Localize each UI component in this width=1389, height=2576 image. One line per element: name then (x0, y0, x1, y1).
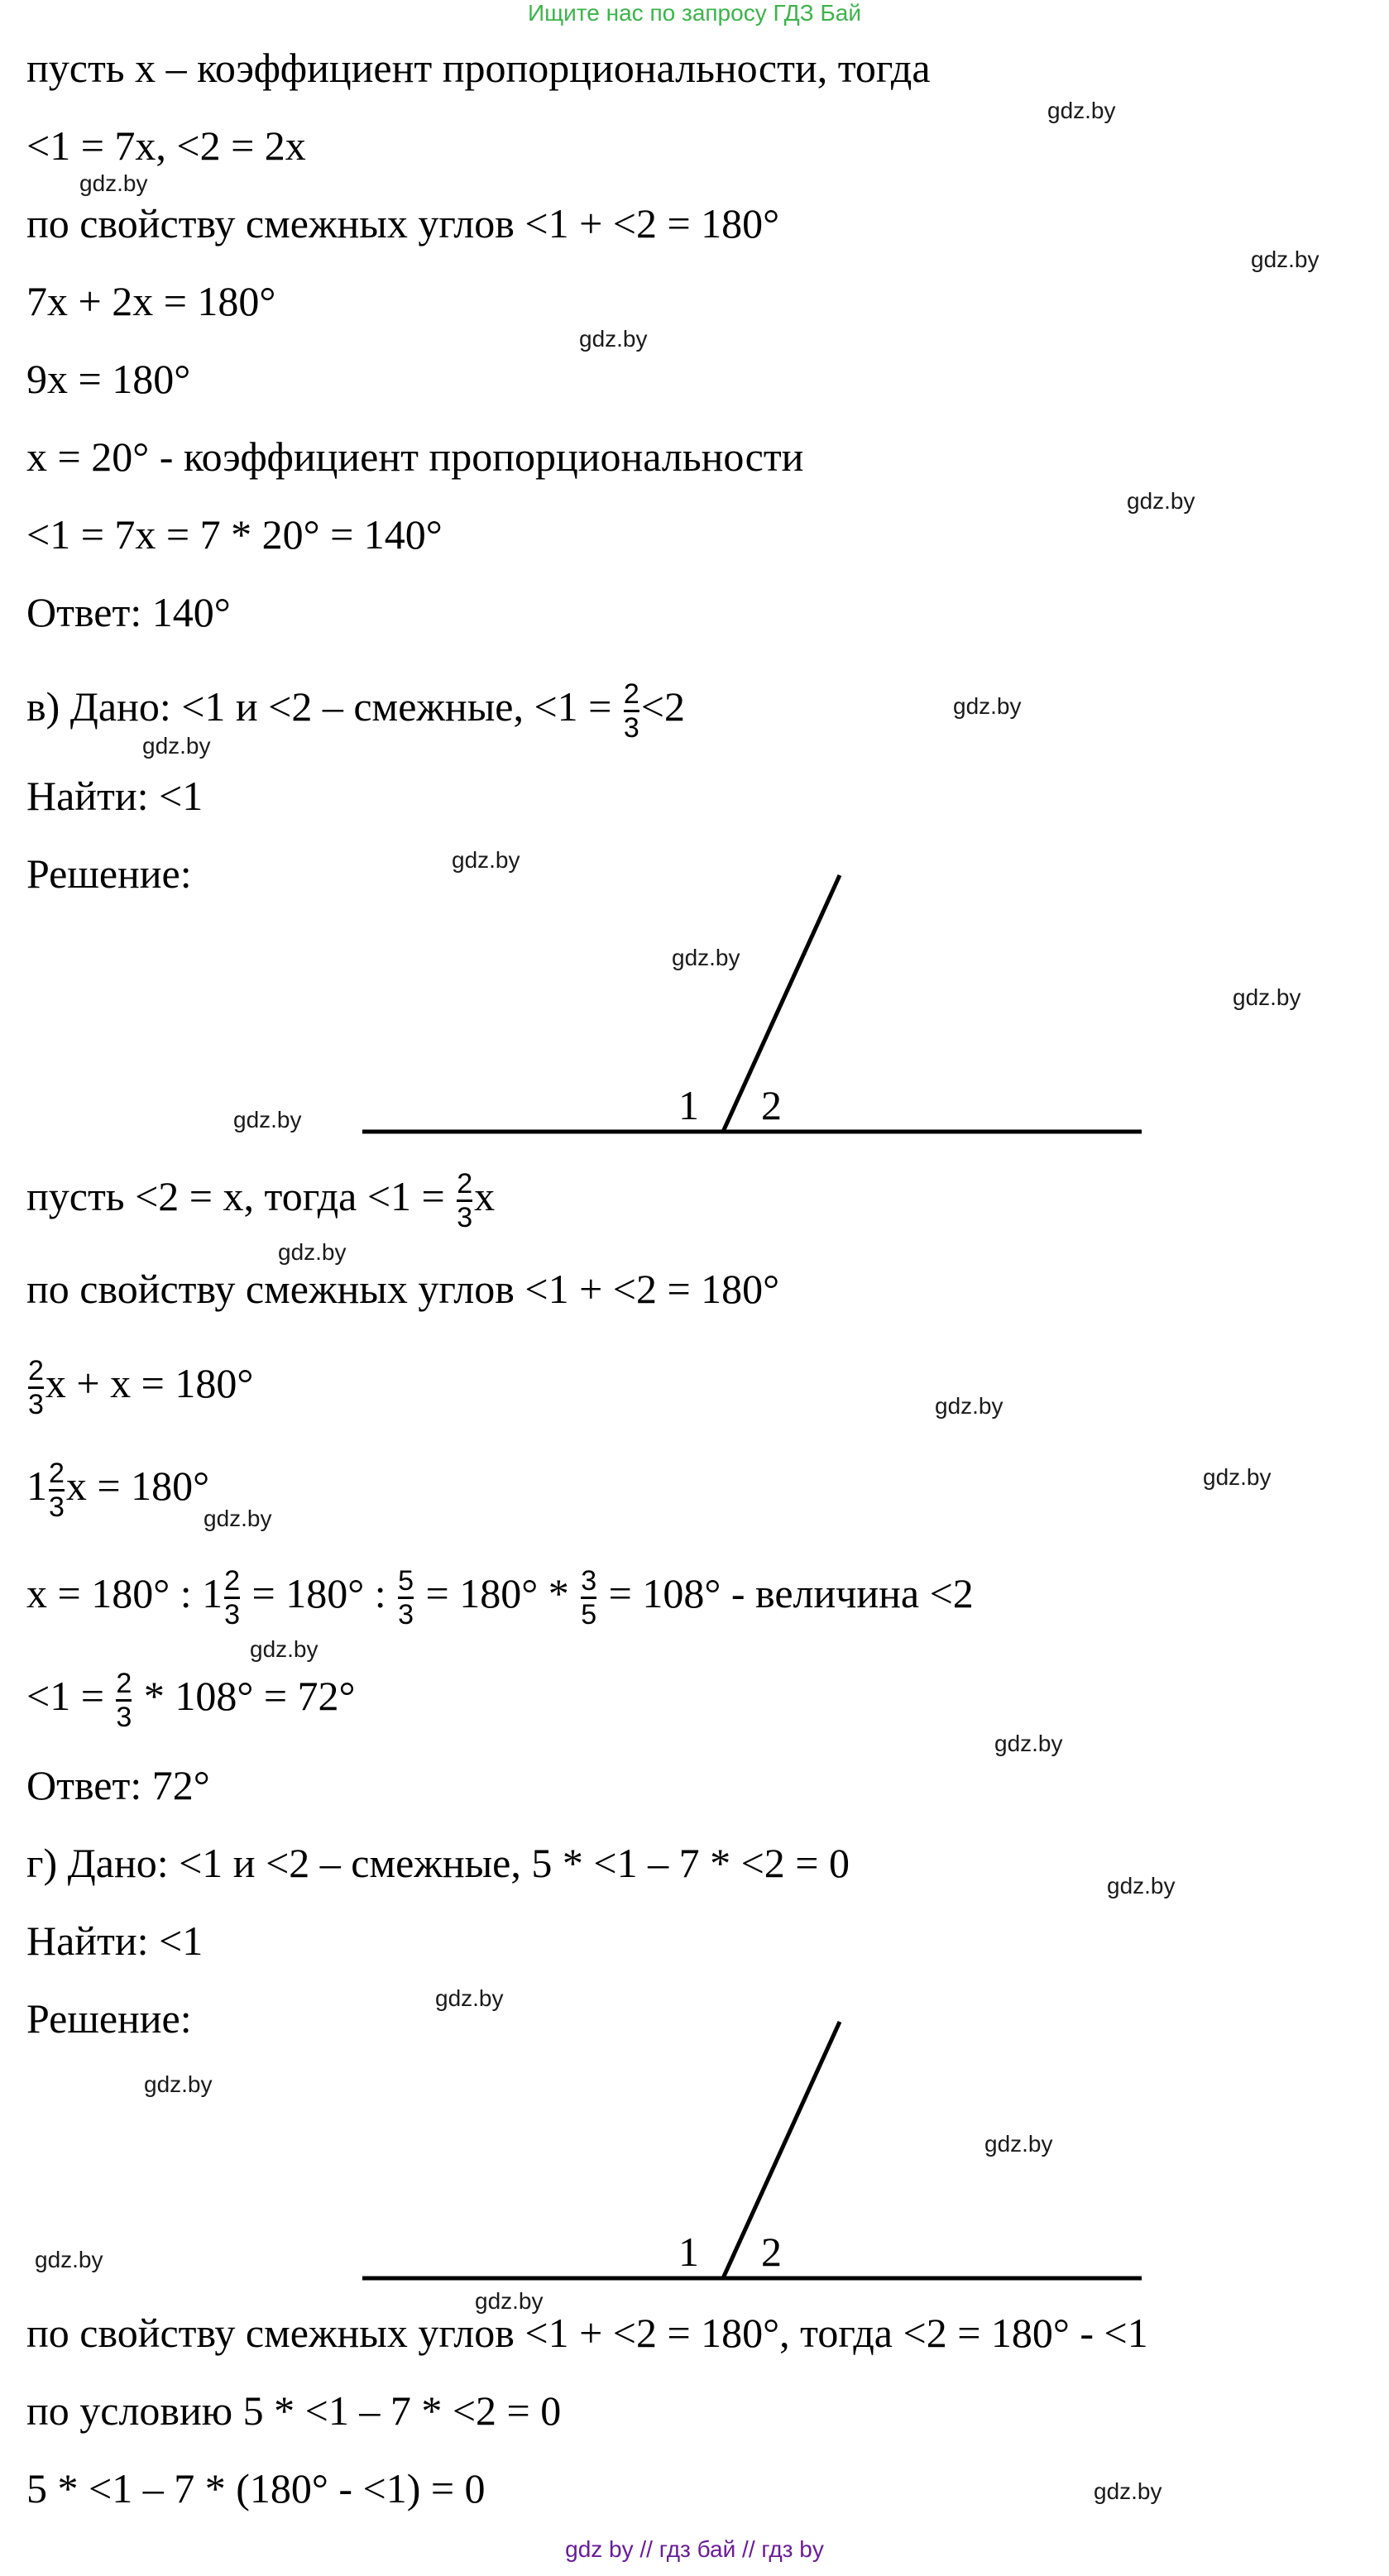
watermark: gdz.by (1094, 2478, 1162, 2504)
fraction-numerator: 2 (28, 1355, 44, 1386)
given-text: в) Дано: <1 и <2 – смежные, <1 = (26, 682, 622, 730)
answer-line: Ответ: 72° (26, 1762, 210, 1808)
fraction-numerator: 5 (398, 1565, 414, 1597)
fraction-numerator: 2 (116, 1668, 132, 1699)
watermark: gdz.by (1107, 1873, 1176, 1898)
watermark: gdz.by (233, 1107, 302, 1132)
fraction (581, 1565, 596, 1630)
watermark: gdz.by (994, 1731, 1063, 1756)
text-line: по свойству смежных углов <1 + <2 = 180° (26, 200, 780, 247)
text-line: 7х + 2х = 180° (26, 278, 276, 324)
fraction (457, 1168, 472, 1233)
watermark: gdz.by (1127, 488, 1195, 514)
text-segment: х = 180° : 1 (26, 1569, 223, 1616)
angle-1-label: 1 (678, 1082, 699, 1128)
solution-heading: Решение: (26, 850, 192, 897)
watermark: gdz.by (435, 1985, 504, 2011)
watermark: gdz.by (579, 326, 648, 352)
fraction-denominator: 3 (457, 1199, 472, 1233)
watermark: gdz.by (1251, 247, 1320, 272)
text-line: <1 = 7х = 7 * 20° = 140° (26, 511, 443, 558)
answer-line: Ответ: 140° (26, 589, 231, 635)
fraction-denominator: 3 (116, 1699, 132, 1733)
fraction-numerator: 2 (224, 1565, 241, 1597)
text-line: по свойству смежных углов <1 + <2 = 180°, тогда <2 = 180° - <1 (26, 2310, 1148, 2356)
watermark: gdz.by (672, 945, 740, 970)
text-line (26, 1355, 254, 1420)
fraction-numerator: 2 (49, 1458, 65, 1489)
text-line: х = 20° - коэффициент пропорциональности (26, 433, 804, 480)
angle-1-label: 1 (678, 2229, 699, 2275)
watermark: gdz.by (144, 2071, 213, 2097)
find-line: Найти: <1 (26, 773, 204, 819)
fraction (28, 1355, 44, 1420)
watermark: gdz.by (35, 2247, 103, 2272)
angle-2-label: 2 (761, 2229, 782, 2275)
text-line: 5 * <1 – 7 * (180° - <1) = 0 (26, 2465, 486, 2511)
text-segment: = 180° : (242, 1569, 397, 1616)
text-line (26, 1565, 974, 1630)
fraction (116, 1668, 132, 1733)
fraction-denominator: 3 (28, 1386, 44, 1420)
text-line (26, 1168, 496, 1233)
footer-links[interactable]: gdz by // гдз бай // гдз by (565, 2536, 824, 2562)
fraction (224, 1565, 240, 1630)
watermark: gdz.by (953, 693, 1022, 719)
given-line: г) Дано: <1 и <2 – смежные, 5 * <1 – 7 * <2 = 0 (26, 1840, 850, 1886)
watermark: gdz.by (984, 2131, 1053, 2157)
watermark: gdz.by (1047, 98, 1116, 123)
adjacent-angles-diagram (0, 2009, 1389, 2290)
text-line: 9х = 180° (26, 356, 191, 402)
watermark: gdz.by (278, 1239, 347, 1265)
adjacent-angles-diagram (0, 860, 1389, 1142)
text-line: <1 = 7х, <2 = 2х (26, 122, 306, 169)
fraction-denominator: 3 (224, 1597, 240, 1630)
watermark: gdz.by (250, 1636, 319, 1662)
text-segment: <1 = (26, 1672, 115, 1719)
fraction (398, 1565, 414, 1630)
given-line (26, 678, 685, 744)
text-segment: х = 180° (65, 1462, 210, 1509)
text-line: по свойству смежных углов <1 + <2 = 180° (26, 1266, 780, 1312)
watermark: gdz.by (452, 847, 520, 873)
text-segment: = 108° - величина <2 (598, 1569, 974, 1616)
fraction-numerator: 2 (623, 678, 639, 710)
text-line (26, 1668, 356, 1733)
watermark: gdz.by (475, 2288, 544, 2314)
watermark: gdz.by (1233, 984, 1301, 1010)
text-segment: х (474, 1172, 496, 1219)
fraction-denominator: 3 (624, 710, 639, 744)
fraction-denominator: 5 (581, 1597, 596, 1630)
solution-heading: Решение: (26, 1995, 192, 2042)
fraction-denominator: 3 (49, 1489, 65, 1523)
fraction-numerator: 3 (581, 1565, 597, 1597)
text-segment: * 108° = 72° (133, 1672, 356, 1719)
watermark: gdz.by (79, 170, 148, 196)
text-line (26, 1458, 210, 1523)
fraction (49, 1458, 65, 1523)
text-segment: х + х = 180° (45, 1359, 254, 1406)
fraction (624, 678, 639, 744)
watermark: gdz.by (1203, 1464, 1272, 1490)
watermark: gdz.by (935, 1393, 1003, 1419)
fraction-denominator: 3 (398, 1597, 414, 1630)
text-segment: = 180° * (415, 1569, 580, 1616)
text-segment: пусть <2 = х, тогда <1 = (26, 1172, 456, 1219)
text-line: пусть х – коэффициент пропорциональности, тогда (26, 45, 931, 91)
text-line: по условию 5 * <1 – 7 * <2 = 0 (26, 2387, 562, 2434)
angle-2-label: 2 (761, 1082, 782, 1128)
find-line: Найти: <1 (26, 1918, 204, 1964)
watermark: gdz.by (142, 733, 211, 759)
search-banner: Ищите нас по запросу ГДЗ Бай (527, 0, 862, 26)
given-text-end: <2 (640, 682, 685, 730)
fraction-numerator: 2 (457, 1168, 473, 1199)
watermark: gdz.by (204, 1506, 272, 1531)
text-segment: 1 (26, 1462, 47, 1509)
